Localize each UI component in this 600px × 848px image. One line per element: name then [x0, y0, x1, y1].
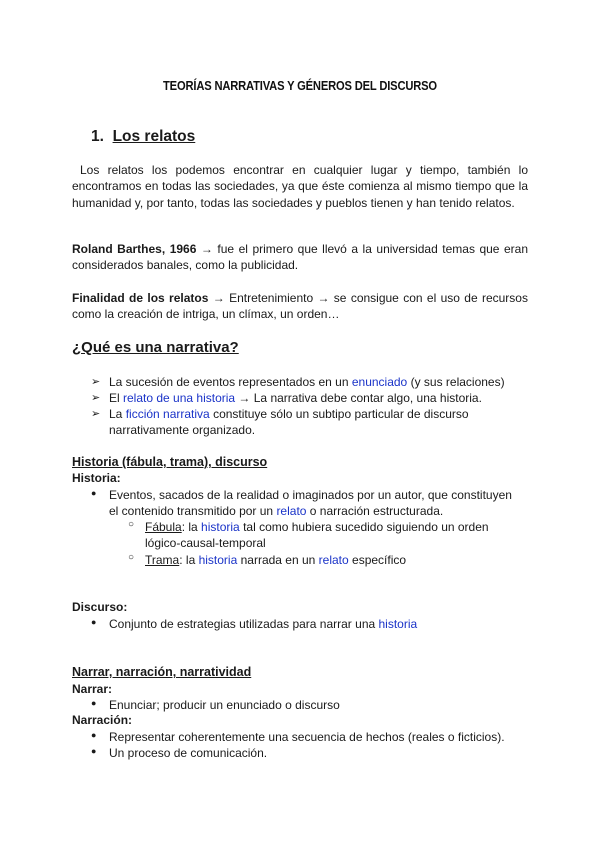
arrow-bullet-icon: ➢ [91, 392, 101, 404]
historia-link[interactable]: historia [378, 617, 418, 631]
fabula-item-cont: lógico-causal-temporal [145, 536, 266, 550]
historia-link[interactable]: historia [201, 520, 240, 534]
historia-bullet-1-cont: el contenido transmitido por un relato o narración estructurada. [109, 504, 444, 518]
finalidad-text: → Entretenimiento → se consigue con el uso de recursos como la creación de intriga, un clímax, un orden… [72, 291, 528, 322]
bullet-dot-icon: ● [91, 698, 97, 708]
narracion-label: Narración: [72, 713, 133, 727]
fabula-term: Fábula [145, 520, 182, 534]
bullet-dot-icon: ● [91, 617, 97, 627]
narrar-label: Narrar: [72, 682, 113, 696]
ficcion-narrativa-link[interactable]: ficción narrativa [125, 407, 210, 421]
relato-link[interactable]: relato [276, 504, 307, 518]
bullet-dot-icon: ● [91, 730, 97, 740]
section-title: Los relatos [112, 128, 196, 145]
arrow-bullet-icon: ➢ [91, 408, 101, 420]
narrativa-bullet-1: La sucesión de eventos representados en un enunciado (y sus relaciones) [109, 375, 505, 389]
bullet-dot-icon: ● [91, 746, 97, 756]
document-title: TEORÍAS NARRATIVAS Y GÉNEROS DEL DISCURSO [163, 78, 437, 93]
section-number: 1. [91, 128, 104, 145]
section-heading-los-relatos [91, 128, 195, 146]
bullet-circle-icon: ○ [128, 519, 135, 530]
narracion-bullet-1: Representar coherentemente una secuencia de hechos (reales o ficticios). [109, 730, 505, 744]
barthes-label: Roland Barthes, 1966 [72, 242, 197, 256]
relato-link[interactable]: relato [318, 553, 349, 567]
barthes-paragraph [72, 241, 528, 274]
narrativa-heading: ¿Qué es una narrativa? [72, 339, 239, 356]
trama-item: Trama: la historia narrada en un relato específico [145, 553, 407, 567]
arrow-bullet-icon: ➢ [91, 376, 101, 388]
trama-term: Trama [145, 553, 180, 567]
narrar-bullet-1: Enunciar; producir un enunciado o discurso [109, 698, 340, 712]
discurso-label: Discurso: [72, 600, 128, 614]
enunciado-link[interactable]: enunciado [351, 375, 408, 389]
barthes-text: → fue el primero que llevó a la universidad temas que eran considerados banales, como la publicidad. [72, 242, 528, 273]
historia-heading: Historia (fábula, trama), discurso [72, 455, 268, 469]
historia-label: Historia: [72, 471, 121, 485]
bullet-circle-icon: ○ [128, 552, 135, 563]
historia-bullet-1: Eventos, sacados de la realidad o imaginados por un autor, que constituyen [109, 488, 512, 502]
bullet-dot-icon: ● [91, 488, 97, 498]
finalidad-label: Finalidad de los relatos [72, 291, 209, 305]
narrativa-bullet-2: El relato de una historia → La narrativa debe contar algo, una historia. [109, 391, 482, 405]
historia-link[interactable]: historia [198, 553, 238, 567]
fabula-item: Fábula: la historia tal como hubiera sucedido siguiendo un orden [145, 520, 489, 534]
relato-historia-link[interactable]: relato de una historia [123, 391, 236, 405]
narrar-heading: Narrar, narración, narratividad [72, 665, 252, 679]
narracion-bullet-2: Un proceso de comunicación. [109, 746, 268, 760]
discurso-bullet-1: Conjunto de estrategias utilizadas para narrar una historia [109, 617, 418, 631]
narrativa-bullet-3: La ficción narrativa constituye sólo un subtipo particular de discurso [109, 407, 469, 421]
finalidad-paragraph [72, 290, 528, 323]
intro-paragraph: Los relatos los podemos encontrar en cualquier lugar y tiempo, también lo encontramos en todas las sociedades, ya que éste comienza al mismo tiempo que la humanidad y, por tanto, todas las sociedades y pueblos tienen y han tenido relatos. [72, 163, 528, 210]
narrativa-bullet-3-cont: narrativamente organizado. [109, 423, 256, 437]
